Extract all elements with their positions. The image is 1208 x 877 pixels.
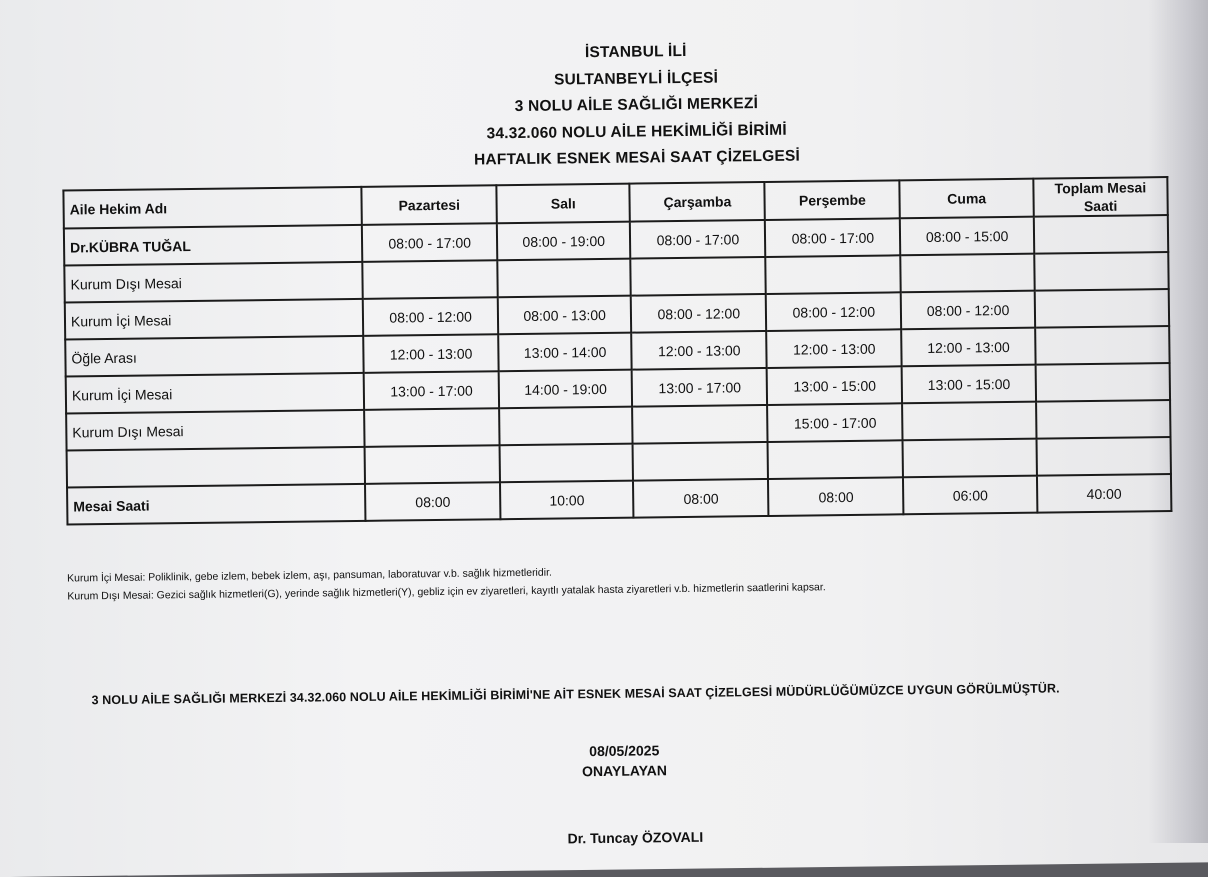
table-cell [632, 405, 767, 444]
table-cell-total [1034, 252, 1169, 291]
table-cell-total [1034, 215, 1169, 254]
table-cell: 08:00 - 17:00 [630, 220, 765, 259]
row-label: Kurum Dışı Mesai [64, 262, 363, 303]
table-cell [364, 408, 499, 447]
document-header [376, 36, 898, 175]
header-cell-friday: Cuma [900, 179, 1034, 219]
header-cell-name: Aile Hekim Adı [63, 187, 362, 229]
header-province: İSTANBUL İLİ [584, 42, 687, 62]
header-center: 3 NOLU AİLE SAĞLIĞI MERKEZİ [514, 95, 759, 116]
row-label [67, 447, 366, 488]
table-cell [365, 445, 500, 484]
table-cell: 08:00 [768, 477, 903, 516]
table-cell: 12:00 - 13:00 [363, 334, 498, 373]
table-cell: 14:00 - 19:00 [499, 370, 633, 409]
table-cell [901, 254, 1035, 293]
table-cell: 08:00 [365, 482, 500, 521]
table-cell: 12:00 - 13:00 [632, 331, 767, 370]
table-cell: 08:00 - 19:00 [497, 222, 631, 261]
table-cell [497, 259, 631, 298]
note-internal-hours: Kurum İçi Mesai: Poliklinik, gebe izlem, bebek izlem, aşı, pansuman, laboratuvar v.b. sağlık hizmetleridir. [67, 566, 552, 585]
table-cell [631, 257, 766, 296]
table-cell-total [1036, 363, 1171, 402]
table-cell: 12:00 - 13:00 [767, 329, 902, 368]
header-cell-wednesday: Çarşamba [630, 182, 765, 222]
table-cell: 08:00 - 12:00 [901, 291, 1035, 330]
table-cell: 08:00 - 12:00 [363, 297, 498, 336]
table-cell [633, 442, 768, 481]
approval-statement: 3 NOLU AİLE SAĞLIĞI MERKEZİ 34.32.060 NOLU AİLE HEKİMLİĞİ BİRİMİ'NE AİT ESNEK MESAİ SAAT ÇİZELGESİ MÜDÜRLÜĞÜMÜZCE UYGUN GÖRÜLMÜŞTÜR. [91, 681, 1060, 708]
table-cell [903, 439, 1037, 478]
header-cell-total: Toplam Mesai Saati [1033, 177, 1168, 217]
table-cell [363, 260, 498, 299]
note-external-hours: Kurum Dışı Mesai: Gezici sağlık hizmetleri(G), yerinde sağlık hizmetleri(Y), gebliz için ev ziyaretleri, kayıtlı yatalak hasta ziyaretleri v.b. hizmetlerin saatlerini kapsar. [67, 581, 826, 603]
row-label: Öğle Arası [65, 336, 364, 377]
row-label: Kurum Dışı Mesai [66, 410, 365, 451]
table-cell: 10:00 [500, 481, 634, 520]
header-cell-tuesday: Salı [496, 184, 630, 224]
table-cell [499, 407, 633, 446]
table-cell: 12:00 - 13:00 [902, 328, 1036, 367]
schedule-table [62, 176, 1172, 525]
table-cell: 08:00 - 12:00 [766, 292, 901, 331]
table-cell: 08:00 - 13:00 [498, 296, 632, 335]
header-cell-thursday: Perşembe [765, 180, 900, 220]
table-cell-total [1035, 289, 1170, 328]
table-cell: 13:00 - 15:00 [902, 365, 1036, 404]
header-unit: 34.32.060 NOLU AİLE HEKİMLİĞİ BİRİMİ [486, 121, 787, 142]
table-cell [500, 444, 634, 483]
table-cell: 13:00 - 17:00 [364, 371, 499, 410]
row-label: Dr.KÜBRA TUĞAL [64, 225, 363, 266]
table-cell-total: 40:00 [1037, 474, 1172, 513]
row-label: Kurum İçi Mesai [66, 373, 365, 414]
header-district: SULTANBEYLİ İLÇESİ [553, 69, 719, 89]
table-cell: 06:00 [903, 476, 1037, 515]
table-cell: 15:00 - 17:00 [767, 403, 902, 442]
table-cell [766, 255, 901, 294]
table-cell: 08:00 - 17:00 [362, 223, 497, 262]
row-label: Kurum İçi Mesai [65, 299, 364, 340]
approval-date: 08/05/2025 [589, 742, 660, 760]
table-cell-total [1036, 400, 1171, 439]
table-cell: 08:00 [633, 479, 768, 518]
table-cell-total [1036, 437, 1171, 476]
table-cell-total [1035, 326, 1170, 365]
approver-name: Dr. Tuncay ÖZOVALI [567, 828, 704, 847]
table-cell: 13:00 - 17:00 [632, 368, 767, 407]
header-cell-monday: Pazartesi [362, 185, 497, 225]
header-title: HAFTALIK ESNEK MESAİ SAAT ÇİZELGESİ [473, 147, 801, 169]
table-cell [768, 440, 903, 479]
footnotes [67, 560, 826, 605]
table-cell: 08:00 - 12:00 [631, 294, 766, 333]
table-cell: 08:00 - 17:00 [765, 218, 900, 257]
row-label: Mesai Saati [67, 484, 366, 525]
approver-title: ONAYLAYAN [582, 762, 668, 780]
table-cell: 13:00 - 14:00 [498, 333, 632, 372]
table-cell [902, 402, 1036, 441]
table-cell: 13:00 - 15:00 [767, 366, 902, 405]
table-cell: 08:00 - 15:00 [900, 217, 1034, 256]
